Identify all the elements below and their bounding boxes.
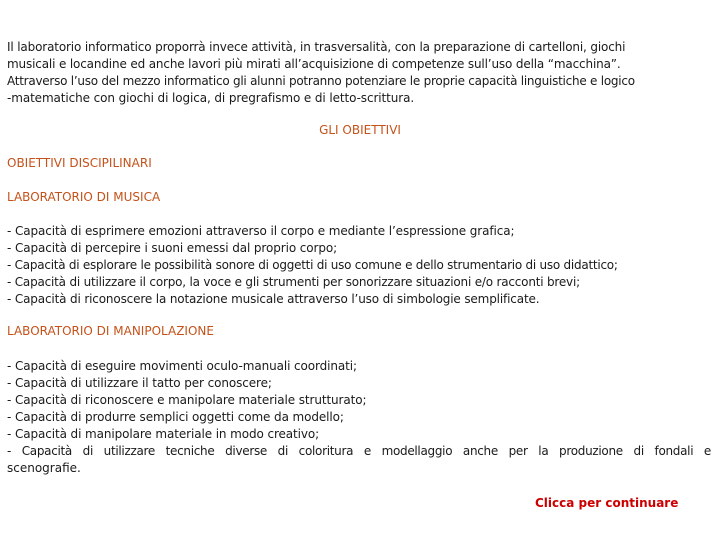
manipulation-item-6-continued: scenografie. [7, 461, 81, 475]
manipulation-item-3: - Capacità di riconoscere e manipolare materiale strutturato; [7, 393, 367, 407]
intro-line-3: Attraverso l’uso del mezzo informatico gli alunni potranno potenziare le proprie capacità linguistiche e logico [7, 74, 635, 88]
manipulation-title: LABORATORIO DI MANIPOLAZIONE [7, 324, 214, 338]
music-item-5: - Capacità di riconoscere la notazione musicale attraverso l’uso di simbologie semplificate. [7, 292, 540, 306]
music-item-3: - Capacità di esplorare le possibilità sonore di oggetti di uso comune e dello strumentario di uso didattico; [7, 258, 618, 272]
manipulation-item-5: - Capacità di manipolare materiale in modo creativo; [7, 427, 320, 441]
manipulation-item-2: - Capacità di utilizzare il tatto per conoscere; [7, 376, 272, 390]
music-title: LABORATORIO DI MUSICA [7, 190, 161, 204]
music-item-4: - Capacità di utilizzare il corpo, la voce e gli strumenti per sonorizzare situazioni e/o racconti brevi; [7, 275, 580, 289]
manipulation-item-4: - Capacità di produrre semplici oggetti come da modello; [7, 410, 344, 424]
disciplinary-title: OBIETTIVI DISCIPILINARI [7, 156, 152, 170]
intro-line-2: musicali e locandine ed anche lavori più mirati all’acquisizione di competenze sull’uso della “macchina”. [7, 57, 621, 71]
music-item-2: - Capacità di percepire i suoni emessi dal proprio corpo; [7, 241, 338, 255]
continue-link[interactable]: Clicca per continuare [535, 496, 679, 510]
intro-line-1: Il laboratorio informatico proporrà invece attività, in trasversalità, con la preparazione di cartelloni, giochi [7, 40, 626, 54]
manipulation-item-1: - Capacità di eseguire movimenti oculo-manuali coordinati; [7, 359, 357, 373]
objectives-title: GLI OBIETTIVI [319, 123, 401, 137]
music-item-1: - Capacità di esprimere emozioni attraverso il corpo e mediante l’espressione grafica; [7, 224, 515, 238]
manipulation-item-6: - Capacità di utilizzare tecniche diverse di coloritura e modellaggio anche per la produzione di fondali e [7, 444, 711, 458]
intro-line-4: -matematiche con giochi di logica, di pregrafismo e di letto-scrittura. [7, 91, 415, 105]
